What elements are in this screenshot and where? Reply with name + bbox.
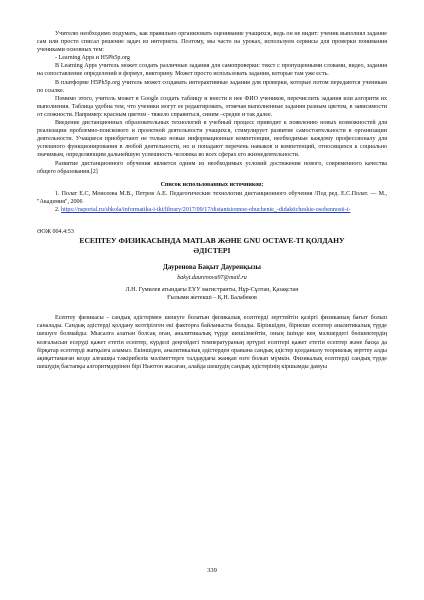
references-title: Список использованных источников: [160,181,264,188]
paragraph: Развитие дистанционного обучения является одним из необходимых условий достижения нового, современного качества общего образования.[2] [37,160,387,175]
paragraph: Учителю необходимо подумать, как правильно организовать оценивание учащихся, ведь он не видит: ученик выполнял задание сам или просто списал решение задач из интернета. Поэтому, мы часто на уроках, используем сервисы для проверки понимания учениками основных тем: [37,31,387,54]
author-affiliation: Л.Н. Гумилев атындағы ЕҰУ магистранты, Нұр-Сұлтан, Қазақстан [125,287,299,294]
reference-link[interactable]: https://nsportal.ru/shkola/informatika-i-ikt/library/2017/09/17/distantsionnoe-obuchenie_-didakticheskie-osobennosti-i- [61,206,351,213]
article-section [37,228,387,371]
paragraph: Введение дистанционных образовательных технологий в учебный процесс приводит к появлению новых возможностей для реализации проблемно-поискового и проектной деятельности учащихся, стимулирует развитие самостоятельности в организации деятельности. Учащиеся приобретают не только новые информационные компетенции, необходимые каждому профессионалу для успешного функционирования в любой деятельности, но и попадают перечень навыков и компетенций, относящихся к социально значимым, определяющим дальнейшую успешность человека во всех сферах его жизнедеятельности. [37,120,387,159]
udk-code: ӘОЖ 004.4:53 [37,229,74,236]
paragraph: Помимо этого, учитель может в Google создать таблицу и внести в нее ФИО учеников, перечислить задания или алгоритм их выполнения. Таблица удобна тем, что ученики могут ее редактировать, отмечая выполненные задания разным цветом, в зависимости от сложности. Например: красным цветом - тяжело справиться, синим –средне и так далее. [37,95,387,118]
author-email: bakyt.daurenova97@mail.ru [177,274,247,281]
paragraph: В Learning Apps учитель может создать различные задания для самопроверки: текст с пропущенными словами, видео, задания на сопоставление определений и формул, викторину. Может просто использовать задания, которые там уже есть. [37,63,387,78]
article-title-line-2: ӘДІСТЕРІ [193,245,231,255]
article-body: Есептеу физикасы - сандық әдістермен шешуге болатын физикалық есептерді зерттейтін қазіргі физиканың бағыт болып саналады. Сандық әдістерді қолдану келтірілген екі факторға байланысты болады. Біріншіден, бірнеше есептер аналитикалық түрде шешуге болмайды. Мысалға алатын болсақ оған, аналитикалық түрде шешілмейтін, оның ішінде кең мәлшердегі бөлшектердің козғалысын есеруді қажет ететін есептер, күрделі деңгейдегі температураның әртүрлі есептері қажет ететін есептер және басқа да бірқатар есептерді жатқызға аламыз. Екіншіден, аналитикалық әдістерден оравына сандық әдістер қолданылу теориялық зерттеу алды ақиқаттамаған кезде алғашқы тәжірибелік мәліметтерге талдаудағы жанқап өзге болып мүмкін. Физикалық есептерді сандық түрде шешудің бастапқы алгоритмдерінен бірі Ньютон жасаған, алайда шешудің сандық әдістерінің кіршымды дамуы [37,315,387,370]
list-item: - Learning Apps и H5Ph5p.org [55,55,130,62]
article-title-line-1: ЕСЕПТЕУ ФИЗИКАСЫНДА MATLAB ЖӘНЕ GNU OCTAVE-ТІ ҚОЛДАНУ [79,236,345,246]
reference-number: 2. [55,206,62,213]
paragraph: В платформе H5Ph5p.org учитель может создавать интерактивные задания для проверки, которые потом передаются ученикам по ссылке. [37,79,387,94]
page-number: 339 [207,567,217,574]
references-section [37,181,387,214]
author-name: Дауренова Бақыт Дауренқызы [163,262,261,271]
supervisor: Ғылыми жетекші – Қ.Н. Балабеков [167,295,257,302]
intro-section [37,30,387,176]
reference-item [37,206,387,214]
reference-item: 1. Полат Е.С, Моисеева М.В., Петров А.Е. Педагогические технологии дистанционного обучения /Под ред. Е.С.Полат. — М., "Академия", 2006 [37,190,387,205]
